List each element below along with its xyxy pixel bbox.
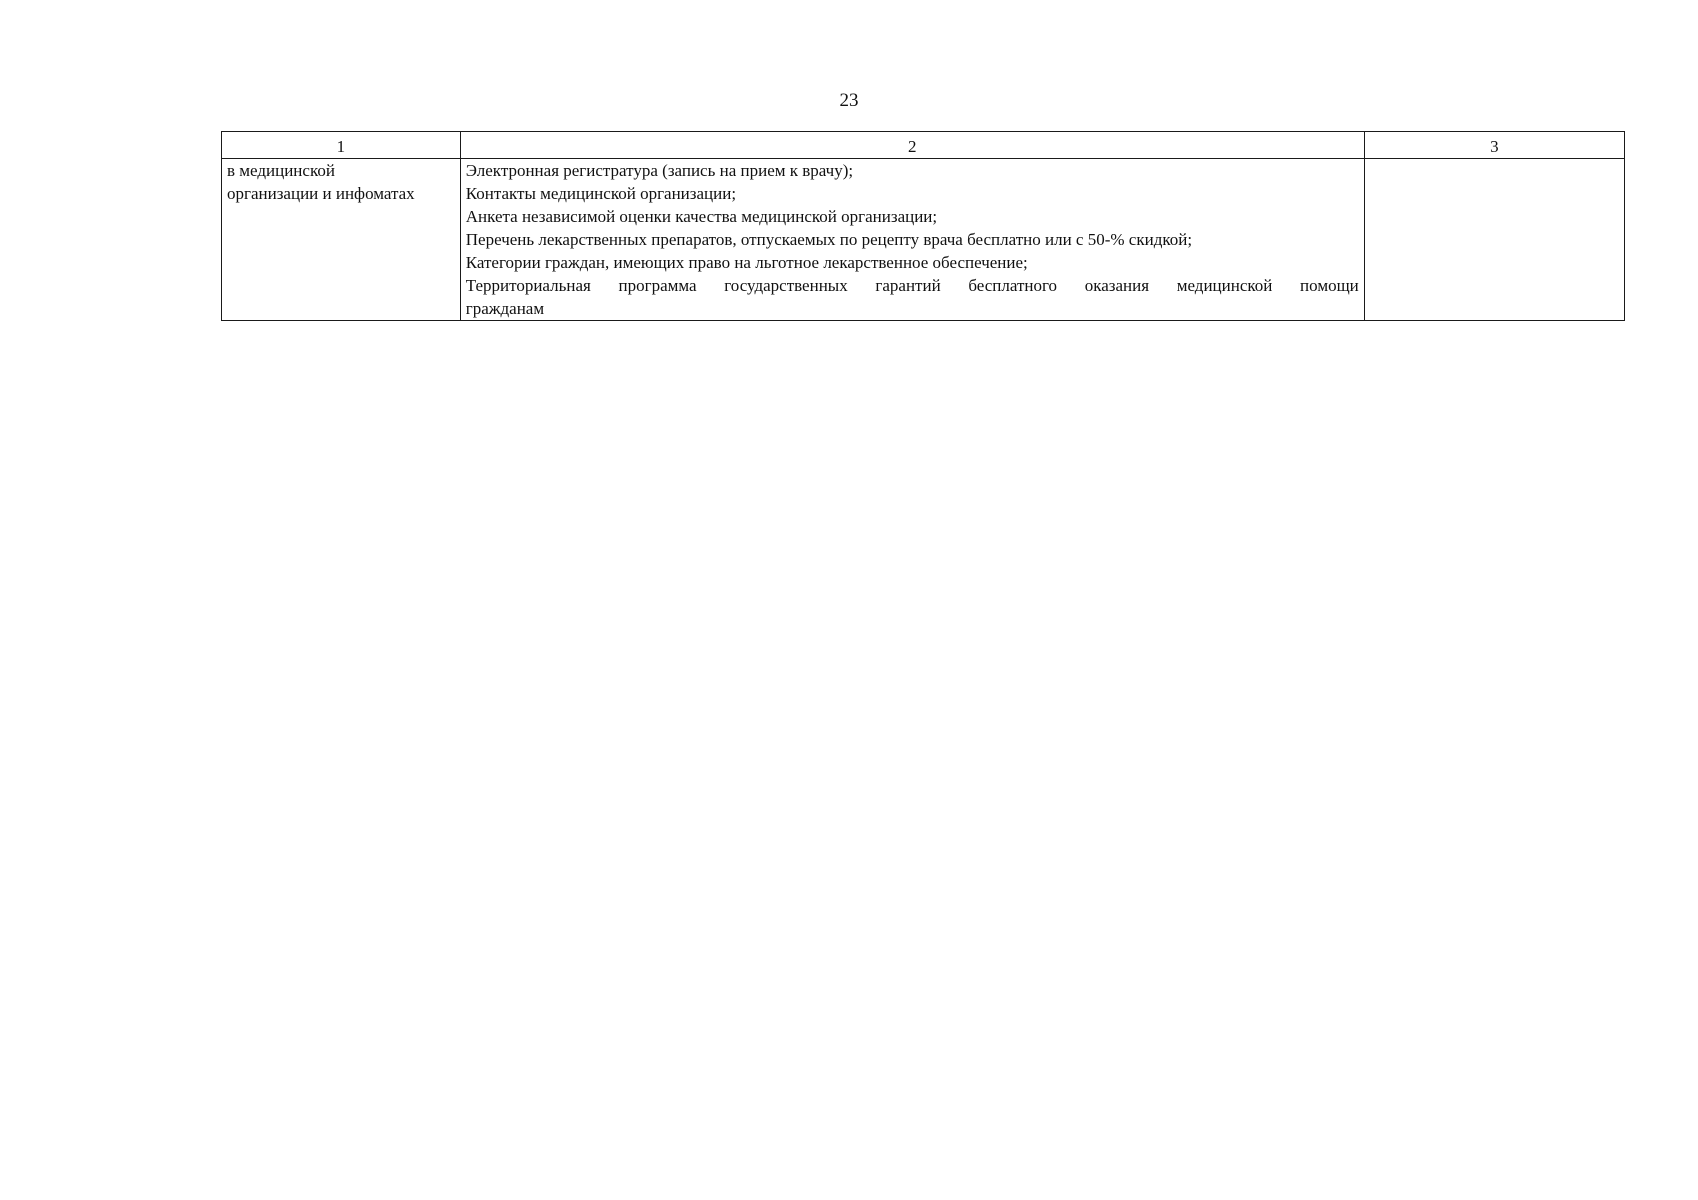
column-header-1: 1 [222, 132, 461, 159]
content-item: Контакты медицинской организации; [465, 184, 737, 203]
location-line: в медицинской [227, 161, 335, 180]
content-item: Анкета независимой оценки качества медицинской организации; [465, 207, 938, 226]
table-row [222, 159, 1625, 321]
page-number: 23 [839, 90, 859, 111]
location-line: организации и инфоматах [227, 184, 415, 203]
table-header-row [222, 132, 1625, 159]
content-item: Перечень лекарственных препаратов, отпускаемых по рецепту врача бесплатно или с 50-% скидкой; [465, 230, 1193, 249]
column-header-3: 3 [1364, 132, 1624, 159]
content-item: Категории граждан, имеющих право на льготное лекарственное обеспечение; [465, 253, 1028, 272]
content-item: гражданам [465, 299, 545, 318]
column-header-2: 2 [460, 132, 1364, 159]
cell-location [222, 159, 461, 321]
content-item: Электронная регистратура (запись на прием к врачу); [465, 161, 854, 180]
cell-empty [1364, 159, 1624, 321]
cell-content-list [460, 159, 1364, 321]
document-table [221, 131, 1625, 321]
content-item: Территориальная программа государственных гарантий бесплатного оказания медицинской помощи [465, 276, 1359, 295]
